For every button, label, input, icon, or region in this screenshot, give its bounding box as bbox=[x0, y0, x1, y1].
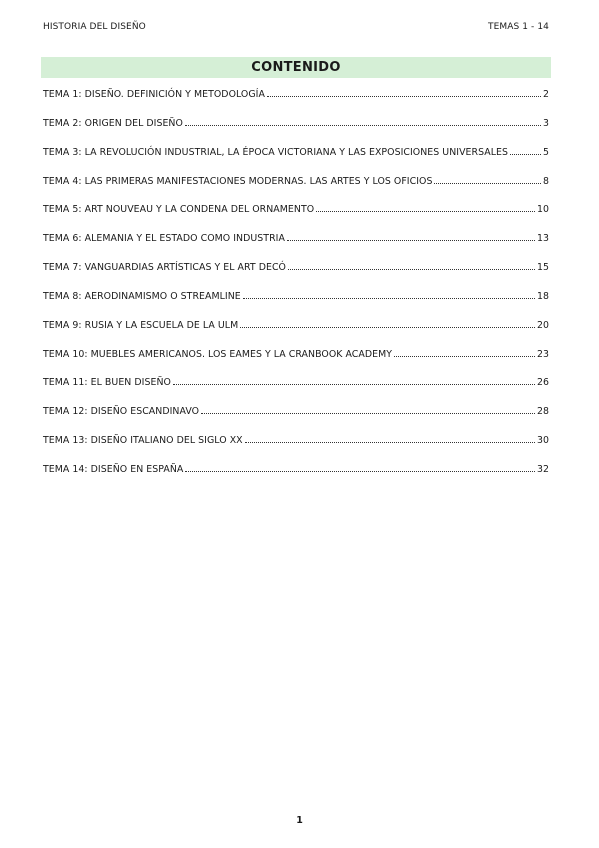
toc-entry[interactable] bbox=[43, 406, 549, 435]
toc-entry-title: TEMA 5: ART NOUVEAU Y LA CONDENA DEL ORNAMENTO bbox=[43, 204, 315, 216]
toc-dot-leader bbox=[288, 262, 535, 270]
header-topic-range: TEMAS 1 - 14 bbox=[487, 22, 549, 32]
toc-dot-leader bbox=[185, 118, 541, 126]
toc-entry-title: TEMA 8: AERODINAMISMO O STREAMLINE bbox=[43, 290, 241, 302]
toc-dot-leader bbox=[201, 406, 535, 414]
toc-dot-leader bbox=[510, 147, 541, 155]
toc-entry[interactable] bbox=[43, 176, 549, 205]
toc-entry-title: TEMA 11: EL BUEN DISEÑO bbox=[43, 377, 171, 389]
toc-entry-page: 5 bbox=[542, 146, 549, 158]
toc-entry[interactable] bbox=[43, 204, 549, 233]
toc-entry-title: TEMA 3: LA REVOLUCIÓN INDUSTRIAL, LA ÉPOCA VICTORIANA Y LAS EXPOSICIONES UNIVERSALES bbox=[43, 146, 508, 158]
toc-heading-label: CONTENIDO bbox=[251, 60, 341, 75]
toc-dot-leader bbox=[243, 291, 535, 299]
toc-dot-leader bbox=[316, 204, 535, 212]
toc-entry[interactable] bbox=[43, 349, 549, 378]
toc-entry-title: TEMA 6: ALEMANIA Y EL ESTADO COMO INDUSTRIA bbox=[43, 233, 285, 245]
toc-dot-leader bbox=[394, 349, 535, 357]
toc-entry[interactable] bbox=[43, 262, 549, 291]
toc-dot-leader bbox=[185, 464, 535, 472]
toc-entry-page: 2 bbox=[542, 89, 549, 100]
toc-entry-page: 26 bbox=[536, 377, 549, 389]
toc-entry-title: TEMA 12: DISEÑO ESCANDINAVO bbox=[43, 406, 200, 418]
toc-dot-leader bbox=[240, 320, 535, 328]
toc-entry-page: 32 bbox=[536, 463, 549, 475]
toc-entry[interactable] bbox=[43, 377, 549, 406]
toc-entry-page: 20 bbox=[536, 319, 549, 331]
toc-entry[interactable] bbox=[43, 233, 549, 262]
toc-entry[interactable] bbox=[43, 147, 549, 176]
toc-heading bbox=[41, 57, 551, 78]
page-number: 1 bbox=[296, 815, 303, 826]
toc-entry-title: TEMA 7: VANGUARDIAS ARTÍSTICAS Y EL ART DECÓ bbox=[43, 262, 286, 274]
toc-dot-leader bbox=[267, 89, 541, 97]
header-course-title: HISTORIA DEL DISEÑO bbox=[43, 22, 146, 32]
toc-entry-title: TEMA 14: DISEÑO EN ESPAÑA bbox=[43, 463, 184, 475]
toc-entry[interactable] bbox=[43, 118, 549, 147]
toc-entry-title: TEMA 13: DISEÑO ITALIANO DEL SIGLO XX bbox=[43, 435, 243, 447]
toc-entry-title: TEMA 10: MUEBLES AMERICANOS. LOS EAMES Y LA CRANBOOK ACADEMY bbox=[43, 348, 392, 360]
toc-entry[interactable] bbox=[43, 464, 549, 493]
toc-entry-page: 13 bbox=[536, 233, 549, 245]
toc-dot-leader bbox=[173, 377, 535, 385]
toc-entry-page: 10 bbox=[536, 204, 549, 216]
toc-entry-title: TEMA 9: RUSIA Y LA ESCUELA DE LA ULM bbox=[43, 319, 239, 331]
toc-entry-page: 3 bbox=[542, 117, 549, 129]
toc-entry-page: 23 bbox=[536, 348, 549, 360]
toc-entry-title: TEMA 1: DISEÑO. DEFINICIÓN Y METODOLOGÍA bbox=[43, 89, 265, 100]
toc-entry-page: 8 bbox=[542, 175, 549, 187]
toc-entry-page: 15 bbox=[536, 262, 549, 274]
toc-entry[interactable] bbox=[43, 89, 549, 118]
page-header bbox=[43, 22, 549, 32]
toc-entry[interactable] bbox=[43, 291, 549, 320]
toc-dot-leader bbox=[245, 435, 535, 443]
toc-entry-title: TEMA 2: ORIGEN DEL DISEÑO bbox=[43, 117, 183, 129]
toc-entry-page: 28 bbox=[536, 406, 549, 418]
table-of-contents bbox=[43, 89, 549, 493]
toc-entry-title: TEMA 4: LAS PRIMERAS MANIFESTACIONES MODERNAS. LAS ARTES Y LOS OFICIOS bbox=[43, 175, 433, 187]
toc-entry-page: 30 bbox=[536, 435, 549, 447]
toc-entry[interactable] bbox=[43, 320, 549, 349]
toc-entry[interactable] bbox=[43, 435, 549, 464]
toc-entry-page: 18 bbox=[536, 290, 549, 302]
toc-dot-leader bbox=[287, 233, 535, 241]
toc-dot-leader bbox=[434, 176, 541, 184]
